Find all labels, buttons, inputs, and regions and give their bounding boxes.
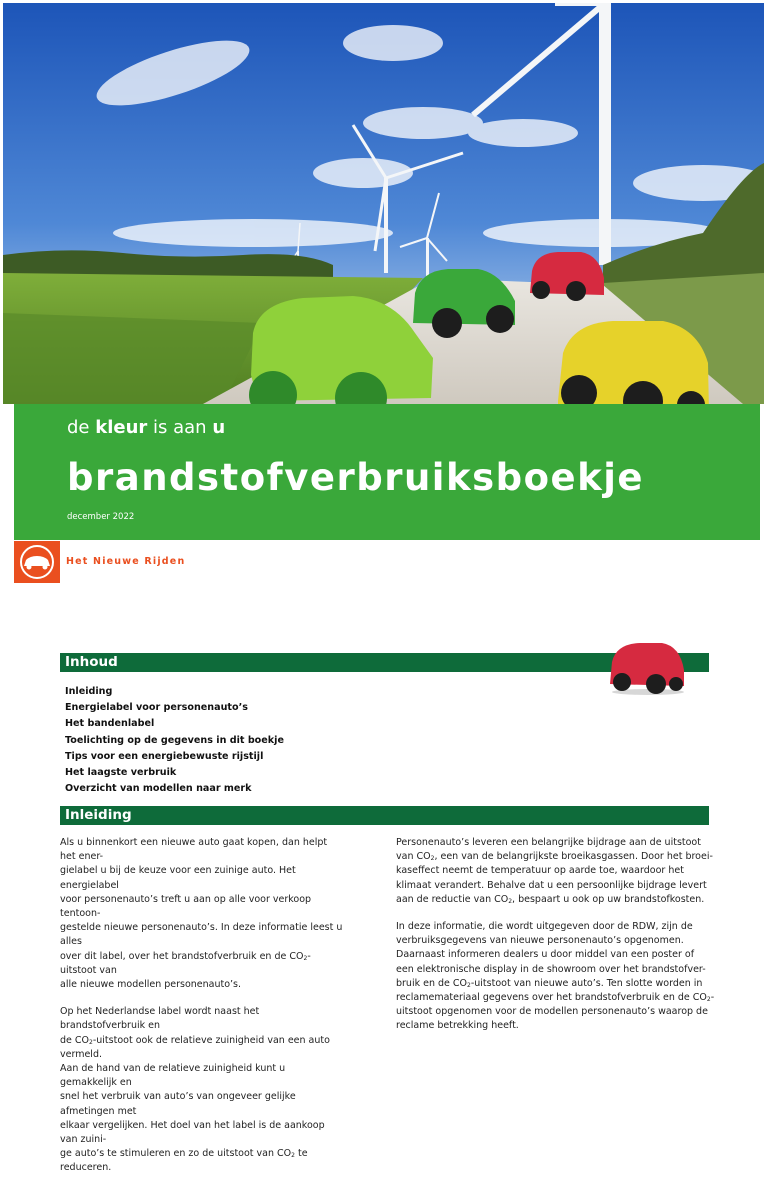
paragraph-text: In deze informatie, die wordt uitgegeven door de RDW, zijn de verbruiksgegevens van nieuwe personenauto’s opgenomen. Daarnaast informeren dealers u door middel van een poster of een elektronische display in de showroom over het brandstofver- bruik en de CO (396, 921, 706, 989)
publication-date: december 2022 (67, 512, 135, 522)
brand-logo (14, 541, 60, 583)
subscript: 2 (430, 855, 435, 863)
toc-item[interactable]: Het bandenlabel (65, 718, 155, 730)
intro-paragraph (60, 1005, 345, 1175)
tagline-text: de (67, 417, 90, 438)
intro-column-left (60, 836, 345, 1189)
paragraph-text: -uitstoot van nieuwe auto’s. Ten slotte worden in reclamemateriaal gegevens over het brandstofverbruik en de CO (396, 977, 707, 1004)
toc-item[interactable]: Overzicht van modellen naar merk (65, 783, 252, 795)
subscript: 2 (508, 897, 513, 905)
paragraph-text: te reduceren. (60, 1148, 308, 1174)
paragraph-text: Op het Nederlandse label wordt naast het brandstofverbruik en de CO (60, 1006, 260, 1046)
paragraph-text: , een van de belangrijkste broeikasgassen. Door het broei- kaseffect neemt de temperatuur op aarde toe, waardoor het klimaat verandert. Behalve dat u een persoonlijke bijdrage levert aan de reductie van CO (396, 851, 713, 905)
paragraph-text: - uitstoot opgenomen voor de modellen personenauto’s waarop de reclame betrekking heeft. (396, 992, 715, 1032)
car-logo-icon (14, 541, 60, 583)
document-title: brandstofverbruiksboekje (67, 456, 644, 499)
cover-illustration (3, 3, 764, 404)
intro-heading-text: Inleiding (65, 807, 132, 823)
intro-paragraph (396, 920, 716, 1034)
red-car-icon (604, 640, 688, 696)
paragraph-text: Personenauto’s leveren een belangrijke bijdrage aan de uitstoot van CO (396, 837, 701, 863)
toc-item[interactable]: Toelichting op de gegevens in dit boekje (65, 734, 284, 746)
cover-banner (14, 404, 760, 540)
yellow-car (558, 321, 709, 404)
subscript: 2 (291, 1152, 295, 1160)
subscript: 2 (89, 1038, 93, 1046)
subscript: 2 (706, 996, 711, 1004)
intro-paragraph (60, 836, 345, 992)
intro-paragraph (396, 836, 716, 907)
tagline-text: is aan (153, 417, 207, 438)
subscript: 2 (303, 954, 308, 962)
toc-item[interactable]: Inleiding (65, 686, 113, 697)
subscript: 2 (467, 981, 471, 989)
toc-item[interactable]: Het laagste verbruik (65, 766, 177, 778)
paragraph-text: , bespaart u ook op uw brandstofkosten. (512, 893, 705, 905)
paragraph-text: -uitstoot van alle nieuwe modellen personenauto’s. (60, 950, 311, 991)
toc-item[interactable]: Tips voor een energiebewuste rijstijl (65, 750, 264, 762)
tagline-bold: kleur (95, 417, 148, 438)
paragraph-text: Als u binnenkort een nieuwe auto gaat kopen, dan helpt het ener- gielabel u bij de keuze voor een zuinige auto. Het energielabel voor personenauto’s treft u aan op alle voor verkoop tentoon- gestelde nieuwe personenauto’s. In deze informatie leest u alles over dit label, over het brandstofverbruik en de CO (60, 837, 343, 962)
cover-photo (3, 3, 764, 404)
toc-list (65, 684, 284, 797)
tagline-bold: u (212, 417, 226, 438)
tagline (67, 417, 225, 438)
paragraph-text: -uitstoot ook de relatieve zuinigheid van een auto vermeld. Aan de hand van de relatieve zuinigheid kunt u gemakkelijk en snel het verbruik van auto’s van ongeveer gelijke afmetingen met elkaar vergelijken. Het doel van het label is de aankoop van zuini- ge auto’s te stimuleren en zo de uitstoot van CO (60, 1034, 330, 1160)
red-car (530, 252, 604, 301)
toc-heading-text: Inhoud (65, 654, 118, 670)
toc-item[interactable]: Energielabel voor personenauto’s (65, 702, 248, 714)
intro-column-right (396, 836, 716, 1047)
brand-name: Het Nieuwe Rijden (66, 556, 186, 567)
intro-heading (60, 806, 709, 825)
